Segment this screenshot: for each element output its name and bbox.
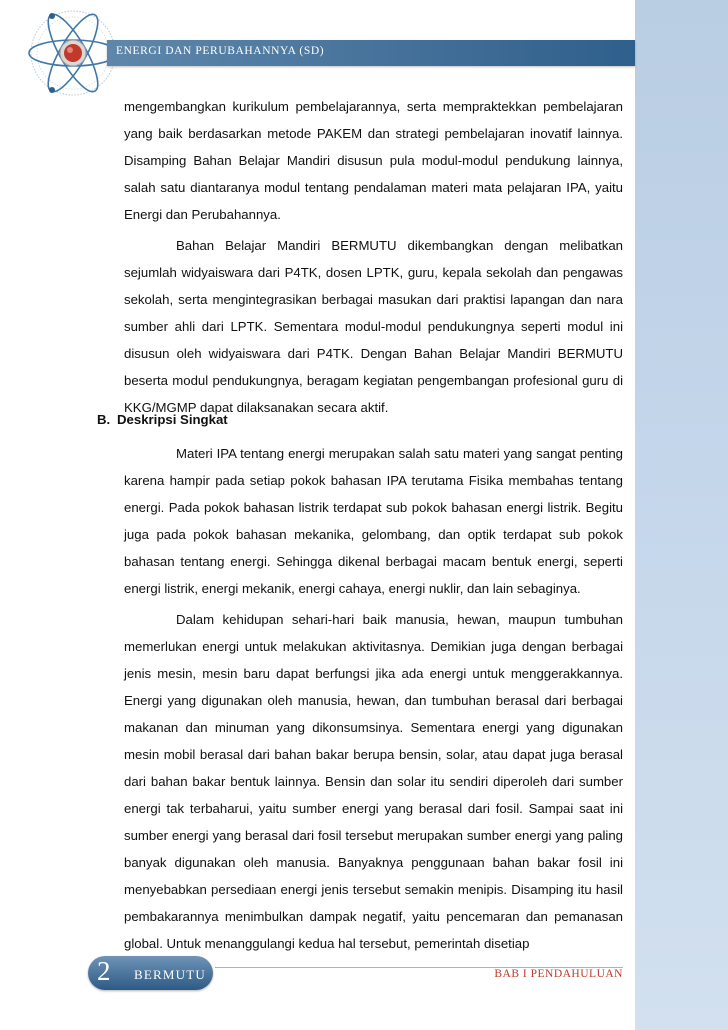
header-title: ENERGI DAN PERUBAHANNYA (SD) (116, 45, 325, 57)
chapter-label: BAB I PENDAHULUAN (494, 968, 623, 980)
paragraph: Bahan Belajar Mandiri BERMUTU dikembangkan dengan melibatkan sejumlah widyaiswara dari P4TK, dosen LPTK, guru, kepala sekolah dan pengawas sekolah, serta mengintegrasikan berbagai masukan dari praktisi lapangan dan nara sumber ahli dari LPTK. Sementara modul-modul pendukungnya seperti modul ini disusun oleh widyaiswara dari P4TK. Dengan Bahan Belajar Mandiri BERMUTU beserta modul pendukungnya, beragam kegiatan pengembangan profesional guru di KKG/MGMP dapat dilaksanakan secara aktif. (124, 238, 623, 415)
section-title: Deskripsi Singkat (117, 412, 228, 427)
section-heading (97, 412, 228, 427)
page-number: 2 (97, 956, 111, 986)
intro-text (124, 93, 623, 421)
section-body (124, 440, 623, 957)
paragraph: Materi IPA tentang energi merupakan salah satu materi yang sangat penting karena hampir pada setiap pokok bahasan IPA terutama Fisika membahas tentang energi. Pada pokok bahasan listrik terdapat sub pokok bahasan energi listrik. Begitu juga pada pokok bahasan mekanika, gelombang, dan optik terdapat sub pokok bahasan tentang energi. Sehingga dikenal berbagai macam bentuk energi, seperti energi listrik, energi mekanik, energi cahaya, energi nuklir, dan lain sebaginya. (124, 446, 623, 596)
paragraph: mengembangkan kurikulum pembelajarannya, serta mempraktekkan pembelajaran yang baik berdasarkan metode PAKEM dan strategi pembelajaran inovatif lainnya. Disamping Bahan Belajar Mandiri disusun pula modul-modul pendukung lainnya, salah satu diantaranya modul tentang pendalaman materi mata pelajaran IPA, yaitu Energi dan Perubahannya. (124, 99, 623, 222)
paragraph: Dalam kehidupan sehari-hari baik manusia, hewan, maupun tumbuhan memerlukan energi untuk melakukan aktivitasnya. Demikian juga dengan berbagai jenis mesin, mesin baru dapat berfungsi jika ada energi untuk menggerakkannya. Energi yang digunakan oleh manusia, hewan, dan tumbuhan berasal dari berbagai makanan dan minuman yang dikonsumsinya. Sementara energi yang digunakan mesin mobil berasal dari bahan bakar berupa bensin, solar, atau dapat juga berasal dari bahan bakar bentuk lainnya. Bensin dan solar itu sendiri diperoleh dari sumber energi tak terbaharui, yaitu sumber energi yang berasal dari fosil. Sampai saat ini sumber energi yang berasal dari fosil tersebut merupakan sumber energi yang paling banyak digunakan oleh manusia. Banyaknya penggunaan bahan bakar fosil ini menyebabkan persediaan energi jenis tersebut semakin menipis. Disamping itu hasil pembakarannya menimbulkan dampak negatif, yaitu pencemaran dan pemanasan global. Untuk menanggulangi kedua hal tersebut, pemerintah disetiap (124, 612, 623, 951)
section-letter: B. (97, 412, 111, 427)
footer-label: BERMUTU (134, 967, 206, 982)
side-color-band (635, 0, 728, 1030)
